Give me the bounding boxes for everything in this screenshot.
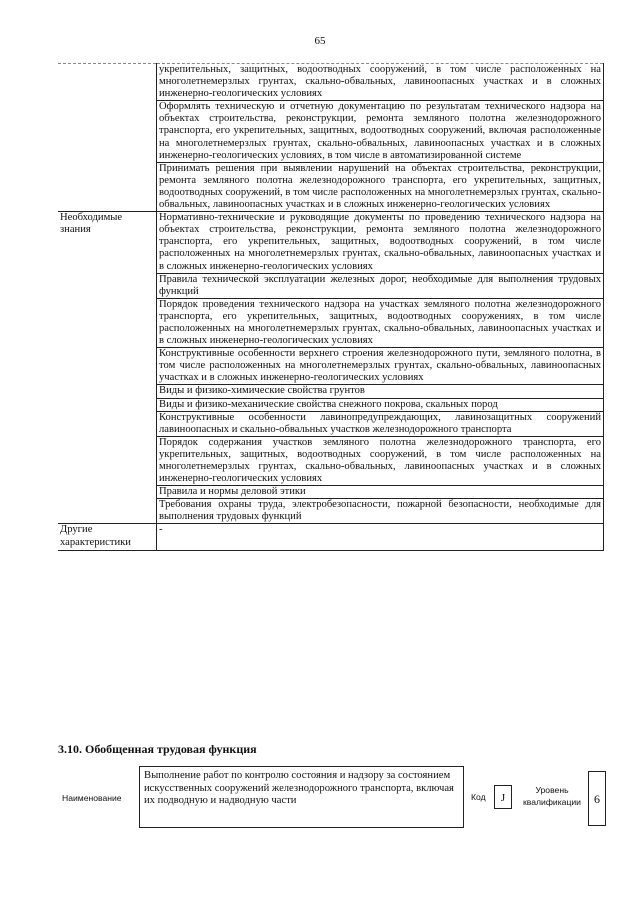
row-text: Правила технической эксплуатации железных дорог, необходимые для выполнения трудовых функций bbox=[157, 273, 604, 298]
table-row bbox=[58, 436, 604, 485]
row-text: Виды и физико-химические свойства грунтов bbox=[157, 385, 604, 398]
table-row bbox=[58, 411, 604, 436]
row-text: Виды и физико-механические свойства снежного покрова, скальных пород bbox=[157, 398, 604, 411]
row-label bbox=[58, 486, 157, 499]
table-row bbox=[58, 298, 604, 347]
row-label bbox=[58, 162, 157, 211]
knowledge-skills-table bbox=[58, 63, 604, 551]
row-label: Другие характеристики bbox=[58, 524, 157, 551]
table-row bbox=[58, 64, 604, 101]
name-label: Наименование bbox=[62, 793, 122, 803]
table-row bbox=[58, 348, 604, 385]
row-text: Конструктивные особенности лавинопредупреждающих, лавинозащитных сооружений лавиноопасных и скально-обвальных участков железнодорожного транспорта bbox=[157, 411, 604, 436]
level-value-box: 6 bbox=[588, 771, 606, 826]
row-label bbox=[58, 398, 157, 411]
table-row bbox=[58, 162, 604, 211]
table-row bbox=[58, 385, 604, 398]
row-label bbox=[58, 273, 157, 298]
table-row bbox=[58, 499, 604, 524]
row-label bbox=[58, 499, 157, 524]
page-number: 65 bbox=[314, 35, 326, 47]
row-label bbox=[58, 298, 157, 347]
section-title: 3.10. Обобщенная трудовая функция bbox=[58, 742, 257, 756]
row-label bbox=[58, 101, 157, 162]
row-text: Правила и нормы деловой этики bbox=[157, 486, 604, 499]
function-name-box: Выполнение работ по контролю состояния и надзору за состоянием искусственных сооружений железнодорожного транспорта, включая их подводную и надводную части bbox=[139, 766, 464, 828]
row-text: Порядок содержания участков земляного полотна железнодорожного транспорта, его укрепительных, защитных, водоотводных сооружений, в том числе расположенных на многолетнемерзлых грунтах, скально-обвальных, лавиноопасных участках и в сложных инженерно-геологических условиях bbox=[157, 436, 604, 485]
row-text: Порядок проведения технического надзора на участках земляного полотна железнодорожного транспорта, его укрепительных, защитных, водоотводных сооружениях, в том числе расположенных на многолетнемерзлых грунтах, скально-обвальных, лавиноопасных участках и в сложных инженерно-геологических условиях bbox=[157, 298, 604, 347]
level-label: Уровень квалификации bbox=[523, 785, 581, 807]
code-value-box: J bbox=[494, 785, 512, 809]
table-row bbox=[58, 486, 604, 499]
row-label bbox=[58, 348, 157, 385]
row-text: укрепительных, защитных, водоотводных сооружений, в том числе расположенных на многолетнемерзлых грунтах, скально-обвальных, лавиноопасных участках и в сложных инженерно-геологических условиях bbox=[157, 64, 604, 101]
table-row bbox=[58, 524, 604, 551]
row-label bbox=[58, 64, 157, 101]
table-row bbox=[58, 101, 604, 162]
row-label bbox=[58, 411, 157, 436]
table-row bbox=[58, 212, 604, 273]
row-label bbox=[58, 436, 157, 485]
table-row bbox=[58, 398, 604, 411]
row-text: Оформлять техническую и отчетную документацию по результатам технического надзора на объектах строительства, реконструкции, ремонта земляного полотна железнодорожного транспорта, его укрепительных, защитных, водоотводных сооружений, включая расположенные на многолетнемерзлых грунтах, скально-обвальных, лавиноопасных участках и в сложных инженерно-геологических условиях, в том числе в автоматизированной системе bbox=[157, 101, 604, 162]
row-label bbox=[58, 385, 157, 398]
row-text: - bbox=[157, 524, 604, 551]
row-text: Нормативно-технические и руководящие документы по проведению технического надзора на объектах строительства, реконструкции, ремонта земляного полотна железнодорожного транспорта, его укрепительных, защитных, водоотводных сооружений, в том числе расположенных на многолетнемерзлых грунтах, скально-обвальных, лавиноопасных участках и в сложных инженерно-геологических условиях bbox=[157, 212, 604, 273]
row-text: Конструктивные особенности верхнего строения железнодорожного пути, земляного полотна, в том числе расположенных на многолетнемерзлых грунтах, скально-обвальных, лавиноопасных участках и в сложных инженерно-геологических условиях bbox=[157, 348, 604, 385]
code-label: Код bbox=[471, 792, 486, 802]
row-text: Требования охраны труда, электробезопасности, пожарной безопасности, необходимые для выполнения трудовых функций bbox=[157, 499, 604, 524]
row-label: Необходимые знания bbox=[58, 212, 157, 273]
table-row bbox=[58, 273, 604, 298]
row-text: Принимать решения при выявлении нарушений на объектах строительства, реконструкции, ремонта земляного полотна железнодорожного транспорта, его укрепительных, защитных, водоотводных сооружений, в том числе расположенных на многолетнемерзлых грунтах, скально-обвальных, лавиноопасных участках и в сложных инженерно-геологических условиях bbox=[157, 162, 604, 211]
